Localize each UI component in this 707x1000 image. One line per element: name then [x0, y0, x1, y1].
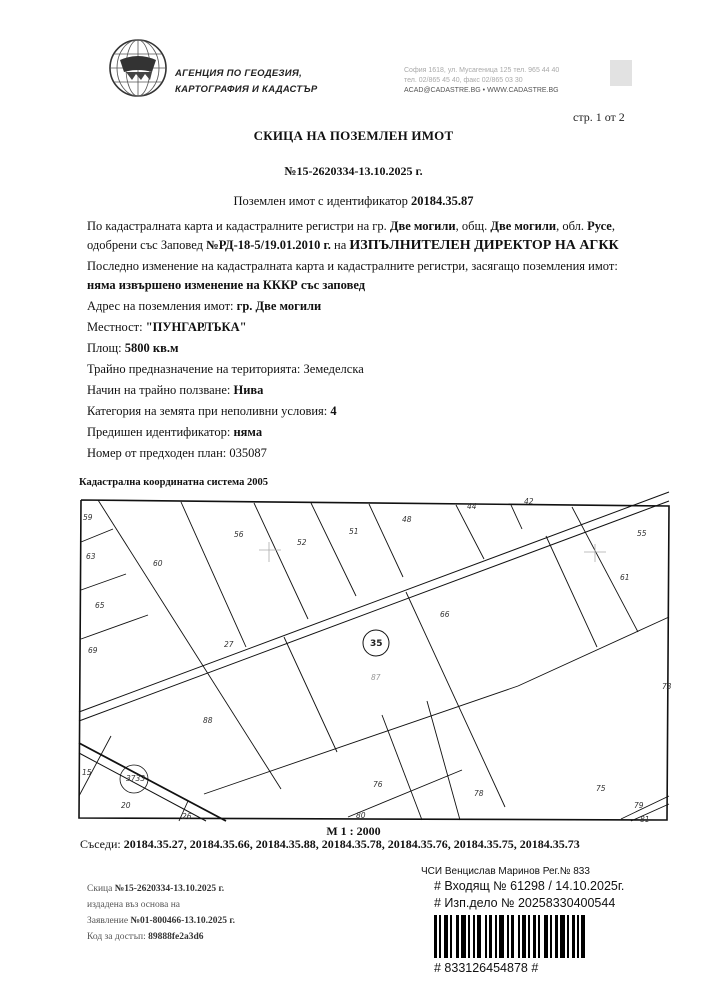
svg-text:15: 15: [82, 768, 92, 777]
enforcement-stamp: [421, 866, 651, 975]
officer-name: ЧСИ Венцислав Маринов Рег.№ 833: [421, 866, 590, 877]
page-number: стр. 1 от 2: [573, 110, 625, 124]
parcel-identifier: Поземлен имот с идентификатор 20184.35.87: [233, 194, 474, 208]
last-change: Последно изменение на кадастралната карта и кадастралните регистри, засягащо поземления имот: няма извършено изменение на КККР със заповед: [87, 259, 618, 292]
purpose: Трайно предназначение на територията: Земеделска: [87, 362, 364, 376]
svg-text:73: 73: [662, 682, 672, 691]
svg-text:79: 79: [634, 801, 644, 810]
issued-basis: издадена въз основа на: [87, 900, 181, 910]
svg-text:80: 80: [356, 811, 366, 820]
svg-text:78: 78: [474, 789, 484, 798]
svg-text:51: 51: [349, 527, 359, 536]
svg-text:88: 88: [203, 716, 213, 725]
barcode-number: # 833126454878 #: [434, 961, 539, 975]
access-code: Код за достъп: 89888fe2a3d6: [87, 932, 204, 942]
svg-text:81: 81: [640, 815, 650, 822]
sketch-number: Скица №15-2620334-13.10.2025 г.: [87, 884, 225, 894]
address: Адрес на поземления имот: гр. Две могили: [87, 299, 322, 313]
svg-text:69: 69: [88, 646, 98, 655]
cadastral-map: [76, 490, 672, 822]
svg-text:27: 27: [224, 640, 234, 649]
document-number: №15-2620334-13.10.2025 г.: [284, 164, 423, 178]
case-number: # Изп.дело № 20258330400544: [434, 896, 616, 910]
svg-text:55: 55: [637, 529, 647, 538]
svg-text:3733: 3733: [126, 774, 146, 783]
header-stamp-mark: [610, 60, 632, 86]
barcode-icon: [434, 915, 651, 958]
svg-text:59: 59: [83, 513, 93, 522]
parcel-labels: [82, 497, 672, 822]
document-title: СКИЦА НА ПОЗЕМЛЕН ИМОТ: [253, 128, 454, 143]
map-scale: М 1 : 2000: [326, 824, 381, 838]
svg-text:61: 61: [620, 573, 630, 582]
svg-text:56: 56: [234, 530, 244, 539]
use-type: Начин на трайно ползване: Нива: [87, 383, 264, 397]
svg-text:60: 60: [153, 559, 163, 568]
svg-text:26: 26: [182, 812, 192, 821]
issuance-info: [87, 881, 235, 945]
land-category: Категория на земята при неполивни условия: 4: [87, 404, 337, 418]
svg-text:65: 65: [95, 601, 105, 610]
svg-text:66: 66: [440, 610, 450, 619]
svg-text:63: 63: [86, 552, 96, 561]
area: Площ: 5800 кв.м: [87, 341, 179, 355]
svg-text:44: 44: [467, 502, 477, 511]
previous-identifier: Предишен идентификатор: няма: [87, 425, 263, 439]
neighbors-list: Съседи: 20184.35.27, 20184.35.66, 20184.35.88, 20184.35.78, 20184.35.76, 20184.35.75, 20184.35.73: [80, 837, 580, 851]
agency-contact: София 1618, ул. Мусагеница 125 тел. 965 44 40 тел. 02/865 45 40, факс 02/865 03 30 ACAD@CADASTRE.BG • WWW.CADASTRE.BG: [404, 67, 560, 94]
svg-text:76: 76: [373, 780, 383, 789]
registry-info: По кадастралната карта и кадастралните регистри на гр. Две могили, общ. Две могили, обл. Русе, одобрени със Заповед №РД-18-5/19.01.2010 г. на ИЗПЪЛНИТЕЛЕН ДИРЕКТОР НА АГКК: [87, 219, 619, 253]
incoming-number: # Входящ № 61298 / 14.10.2025г.: [434, 879, 625, 893]
svg-text:52: 52: [297, 538, 307, 547]
previous-plan-number: Номер от предходен план: 035087: [87, 446, 267, 460]
agency-name: АГЕНЦИЯ ПО ГЕОДЕЗИЯ, КАРТОГРАФИЯ И КАДАСТЪР: [175, 68, 318, 95]
svg-text:87: 87: [371, 673, 381, 682]
svg-text:48: 48: [402, 515, 412, 524]
coordinate-system-label: Кадастрална координатна система 2005: [79, 477, 268, 488]
svg-text:42: 42: [524, 497, 534, 506]
svg-text:75: 75: [596, 784, 606, 793]
svg-text:20: 20: [121, 801, 131, 810]
parcel-details: [87, 217, 642, 463]
svg-text:35: 35: [370, 639, 383, 649]
locality: Местност: "ПУНГАРЛЪКА": [87, 320, 247, 334]
globe-icon: [108, 38, 168, 98]
application-number: Заявление №01-800466-13.10.2025 г.: [87, 916, 236, 926]
